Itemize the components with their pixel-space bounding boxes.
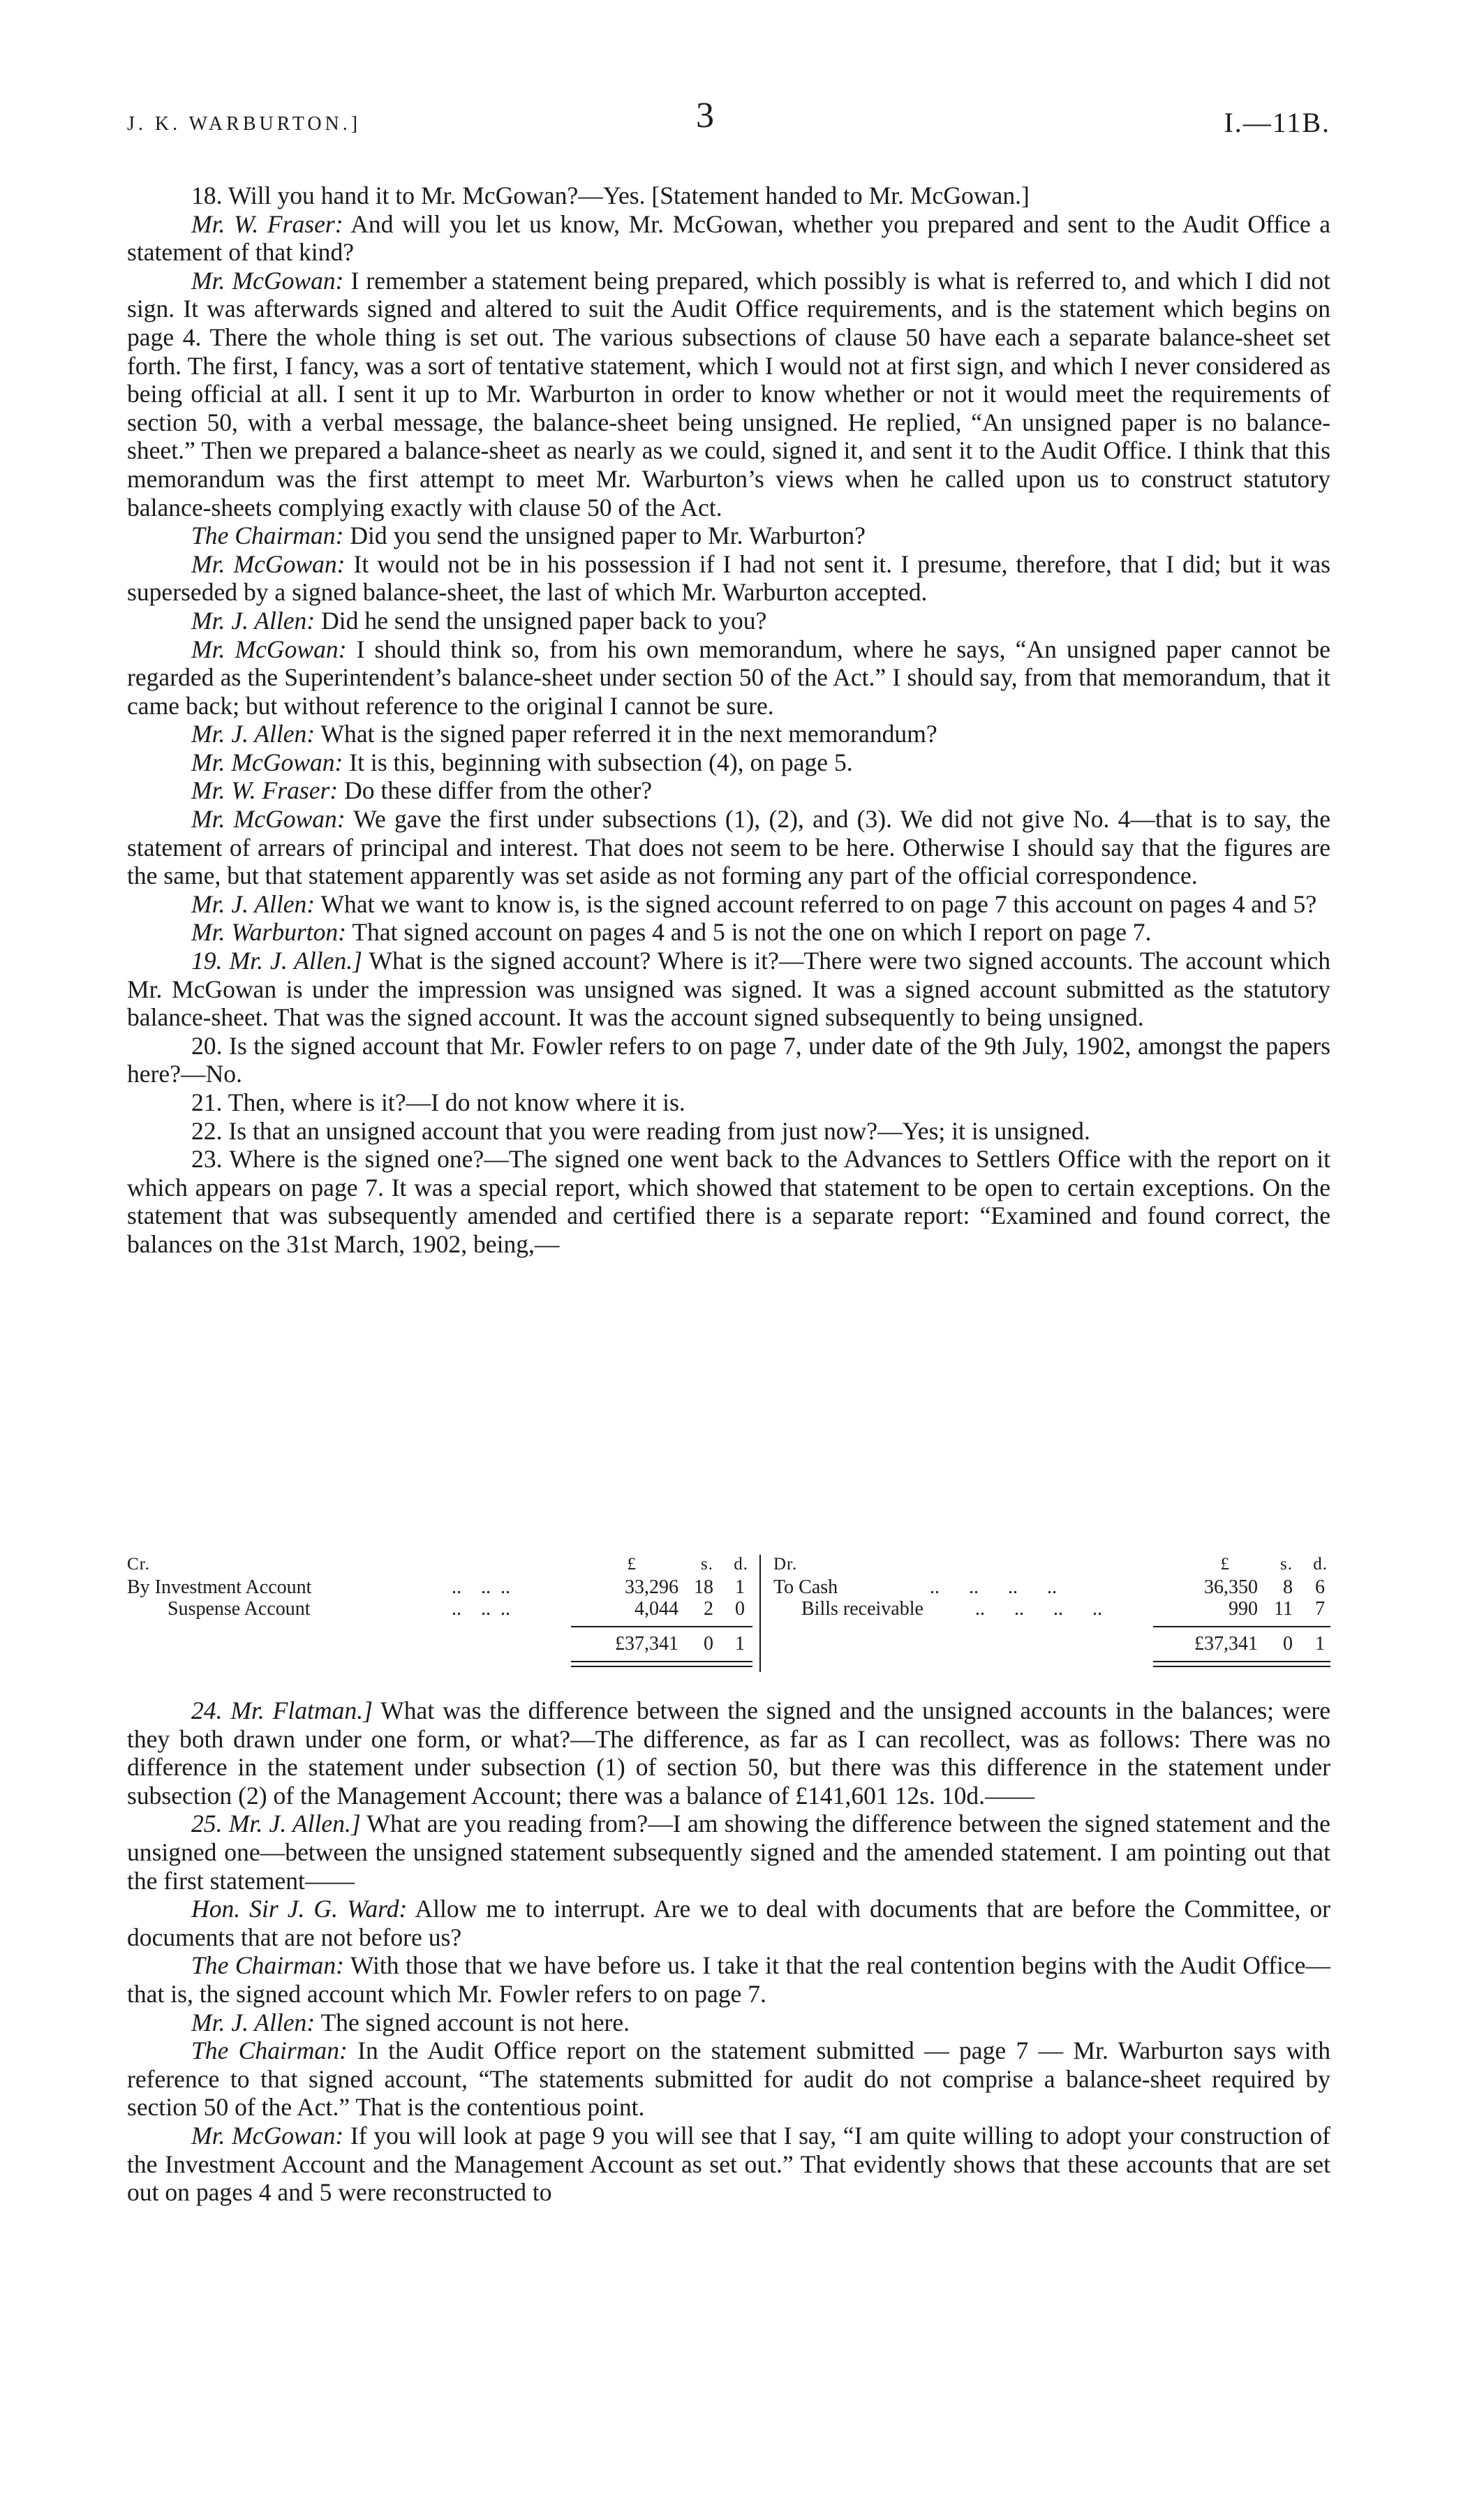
cr-pence-heading: d.: [734, 1555, 748, 1574]
cr-row-pounds: 33,296: [625, 1576, 678, 1598]
dr-heading: Dr.: [773, 1555, 798, 1574]
testimony-paragraph: [127, 776, 1330, 805]
dr-pence-heading: d.: [1313, 1555, 1328, 1574]
testimony-paragraph: [127, 748, 1330, 777]
dr-row-shillings: 8: [1283, 1576, 1293, 1598]
paragraph-text: 23. Where is the signed one?—The signed one went back to the Advances to Settlers Office with the report on it which appears on page 7. It was a special report, which showed that statement to be open to certain exceptions. On the statement that was subsequently amended and certified there is a separate report: “Examined and found correct, the balances on the 31st March, 1902, being,—: [127, 1145, 1330, 1258]
testimony-paragraph: [127, 182, 1330, 210]
dr-row-shillings: 11: [1274, 1598, 1293, 1620]
paragraph-text: I should think so, from his own memorandum, where he says, “An unsigned paper cannot be regarded as the Superintendent’s balance-sheet under section 50 of the Act.” I should say, from that memorandum, that it came back; but without reference to the original I cannot be sure.: [127, 635, 1330, 720]
testimony-paragraph: [127, 1032, 1330, 1088]
dr-row-label: Bills receivable: [801, 1598, 923, 1620]
speaker-label: Mr. McGowan:: [191, 635, 347, 663]
cr-total-shillings: 0: [704, 1633, 713, 1655]
testimony-paragraph: [127, 210, 1330, 267]
dr-pounds-heading: £: [1220, 1555, 1230, 1574]
cr-total-pounds: £37,341: [615, 1633, 678, 1655]
speaker-label: Mr. McGowan:: [191, 549, 346, 578]
dr-row-pounds: 990: [1229, 1598, 1258, 1620]
paragraph-text: The signed account is not here.: [315, 2008, 630, 2036]
paragraph-text: What is the signed account? Where is it?—There were two signed accounts. The account which Mr. McGowan is under the impression was unsigned was signed. It was a signed account submitted as the statutory balance-sheet. That was the signed account. It was the account signed subsequently to being unsigned.: [127, 947, 1330, 1032]
dr-total-pounds: £37,341: [1194, 1633, 1258, 1655]
testimony-paragraph: [127, 635, 1330, 720]
testimony-paragraph: [127, 522, 1330, 550]
testimony-paragraph: [127, 890, 1330, 919]
cr-total-rule: [571, 1626, 752, 1627]
paragraph-text: 18. Will you hand it to Mr. McGowan?—Yes. [Statement handed to Mr. McGowan.]: [191, 182, 1030, 209]
paragraph-text: Did you send the unsigned paper to Mr. Warburton?: [343, 522, 866, 550]
account-divider: [759, 1555, 761, 1672]
paragraph-text: Allow me to interrupt. Are we to deal with documents that are before the Committee, or documents that are not before us?: [127, 1895, 1330, 1951]
speaker-label: Mr. W. Fraser:: [191, 776, 339, 805]
testimony-paragraph: [127, 267, 1330, 522]
dr-row-pounds: 36,350: [1204, 1576, 1258, 1598]
dr-total-shillings: 0: [1283, 1633, 1293, 1655]
dr-row-label: To Cash: [773, 1576, 838, 1598]
testimony-paragraph: [127, 1117, 1330, 1146]
balance-account-table: Cr. £ s. d. By Investment Account .. .. .. 33,296 18 1 Suspense Account .. .. .. 4,044 2 0 £37,341 0 1 Dr. £ s. d. To Cash .. .. .. .. 36,350 8 6 Bills receivable .. .. .. .. 990 11 7 £37,341 0 1: [127, 1555, 1330, 1677]
testimony-paragraph: [127, 1696, 1330, 1810]
speaker-label: The Chairman:: [191, 1951, 344, 1980]
testimony-paragraph: [127, 1951, 1330, 2008]
testimony-paragraph: [127, 1895, 1330, 1951]
speaker-label: Mr. McGowan:: [191, 2121, 344, 2150]
paragraph-text: What we want to know is, is the signed account referred to on page 7 this account on pages 4 and 5?: [315, 889, 1317, 918]
speaker-label: Mr. McGowan:: [191, 805, 346, 834]
testimony-bottom: [127, 1696, 1330, 2207]
cr-row-label: Suspense Account: [168, 1598, 311, 1620]
paragraph-text: 22. Is that an unsigned account that you were reading from just now?—Yes; it is unsigned.: [191, 1116, 1090, 1145]
cr-total-double-rule: [571, 1661, 752, 1662]
dr-shillings-heading: s.: [1280, 1555, 1293, 1574]
testimony-paragraph: [127, 550, 1330, 607]
speaker-label: The Chairman:: [191, 2036, 348, 2065]
paragraph-text: That signed account on pages 4 and 5 is not the one on which I report on page 7.: [346, 918, 1152, 947]
cr-row-pounds: 4,044: [635, 1598, 678, 1620]
cr-row-shillings: 2: [704, 1598, 713, 1620]
testimony-paragraph: [127, 1145, 1330, 1258]
cr-row-label: By Investment Account: [127, 1576, 312, 1598]
paragraph-text: I remember a statement being prepared, which possibly is what is referred to, and which I did not sign. It was afterwards signed and altered to suit the Audit Office requirements, and is the statement which begins on page 4. There the whole thing is set out. The various subsections of clause 50 have each a separate balance-sheet set forth. The first, I fancy, was a sort of tentative statement, which I would not at first sign, and which I never considered as being official at all. I sent it up to Mr. Warburton in order to know whether or not it would meet the requirements of section 50, with a verbal message, the balance-sheet being unsigned. He replied, “An unsigned paper is no balance-sheet.” Then we prepared a balance-sheet as nearly as we could, signed it, and sent it to the Audit Office. I think that this memorandum was the first attempt to meet Mr. Warburton’s views when he called upon us to construct statutory balance-sheets complying exactly with clause 50 of the Act.: [127, 266, 1330, 522]
dr-total-pence: 1: [1315, 1633, 1325, 1655]
paragraph-text: It would not be in his possession if I had not sent it. I presume, therefore, that I did; but it was superseded by a signed balance-sheet, the last of which Mr. Warburton accepted.: [127, 549, 1330, 607]
paragraph-text: Did he send the unsigned paper back to you?: [315, 606, 767, 635]
speaker-label: Mr. J. Allen:: [191, 606, 316, 635]
cr-shillings-heading: s.: [701, 1555, 713, 1574]
paragraph-text: 21. Then, where is it?—I do not know where it is.: [191, 1088, 685, 1116]
dr-row-pence: 6: [1315, 1576, 1325, 1598]
testimony-paragraph: [127, 918, 1330, 947]
speaker-label: Mr. McGowan:: [191, 748, 343, 776]
testimony-paragraph: [127, 720, 1330, 748]
testimony-paragraph: [127, 607, 1330, 635]
paragraph-text: With those that we have before us. I take it that the real contention begins with the Audit Office—that is, the signed account which Mr. Fowler refers to on page 7.: [127, 1951, 1330, 2008]
testimony-paragraph: [127, 2009, 1330, 2037]
speaker-label: Mr. J. Allen:: [191, 2008, 316, 2036]
page-header: [127, 98, 1330, 147]
cr-total-pence: 1: [735, 1633, 745, 1655]
cr-row-shillings: 18: [694, 1576, 713, 1598]
cr-row-pence: 1: [735, 1576, 745, 1598]
dr-total-rule: [1153, 1626, 1330, 1627]
paragraph-text: What was the difference between the signed and the unsigned accounts in the balances; were they both drawn under one form, or what?—The difference, as far as I can recollect, was as follows: There was no difference in the statement under subsection (1) of section 50, but there was this difference in the statement under subsection (2) of the Management Account; there was a balance of £141,601 12s. 10d.——: [127, 1696, 1331, 1810]
speaker-label: Mr. McGowan:: [191, 266, 344, 295]
speaker-label: Mr. Warburton:: [191, 918, 347, 947]
speaker-label: Mr. J. Allen:: [191, 889, 316, 918]
paragraph-text: Do these differ from the other?: [338, 776, 653, 805]
dr-total-double-rule: [1153, 1661, 1330, 1662]
testimony-paragraph: [127, 2036, 1330, 2122]
paragraph-text: It is this, beginning with subsection (4), on page 5.: [343, 748, 853, 776]
testimony-paragraph: [127, 1088, 1330, 1117]
speaker-label: Hon. Sir J. G. Ward:: [191, 1895, 408, 1923]
paragraph-text: If you will look at page 9 you will see that I say, “I am quite willing to adopt your construction of the Investment Account and the Management Account as set out.” That evidently shows that these accounts that are set out on pages 4 and 5 were reconstructed to: [127, 2121, 1330, 2207]
testimony-paragraph: [127, 805, 1330, 890]
cr-pounds-heading: £: [627, 1555, 637, 1574]
dr-row-pence: 7: [1315, 1598, 1325, 1620]
testimony-paragraph: [127, 947, 1330, 1032]
header-witness-name: J. K. WARBURTON.]: [127, 113, 362, 135]
cr-heading: Cr.: [127, 1555, 150, 1574]
cr-row-pence: 0: [735, 1598, 745, 1620]
speaker-label: 19. Mr. J. Allen.]: [191, 947, 362, 975]
paragraph-text: In the Audit Office report on the statement submitted — page 7 — Mr. Warburton says with reference to that signed account, “The statements submitted for audit do not comprise a balance-sheet required by section 50 of the Act.” That is the contentious point.: [127, 2036, 1331, 2122]
paragraph-text: We gave the first under subsections (1), (2), and (3). We did not give No. 4—that is to say, the statement of arrears of principal and interest. That does not seem to be here. Otherwise I should say that the figures are the same, but that statement apparently was set aside as not forming any part of the official correspondence.: [127, 805, 1330, 890]
speaker-label: 24. Mr. Flatman.]: [191, 1696, 373, 1724]
page-number: 3: [696, 96, 714, 135]
speaker-label: Mr. J. Allen:: [191, 720, 316, 748]
testimony-top: [127, 182, 1330, 1259]
speaker-label: Mr. W. Fraser:: [191, 209, 343, 238]
paragraph-text: What are you reading from?—I am showing the difference between the signed statement and the unsigned one—between the unsigned statement subsequently signed and the amended statement. I am pointing out that the first statement——: [127, 1810, 1330, 1895]
paper-reference: I.—11B.: [1224, 107, 1330, 138]
paragraph-text: What is the signed paper referred it in the next memorandum?: [315, 720, 937, 748]
speaker-label: 25. Mr. J. Allen.]: [191, 1810, 361, 1838]
testimony-paragraph: [127, 1810, 1330, 1895]
paragraph-text: And will you let us know, Mr. McGowan, whether you prepared and sent to the Audit Office a statement of that kind?: [127, 209, 1330, 267]
testimony-paragraph: [127, 2122, 1330, 2207]
speaker-label: The Chairman:: [191, 522, 344, 550]
paragraph-text: 20. Is the signed account that Mr. Fowler refers to on page 7, under date of the 9th July, 1902, amongst the papers here?—No.: [127, 1031, 1330, 1088]
